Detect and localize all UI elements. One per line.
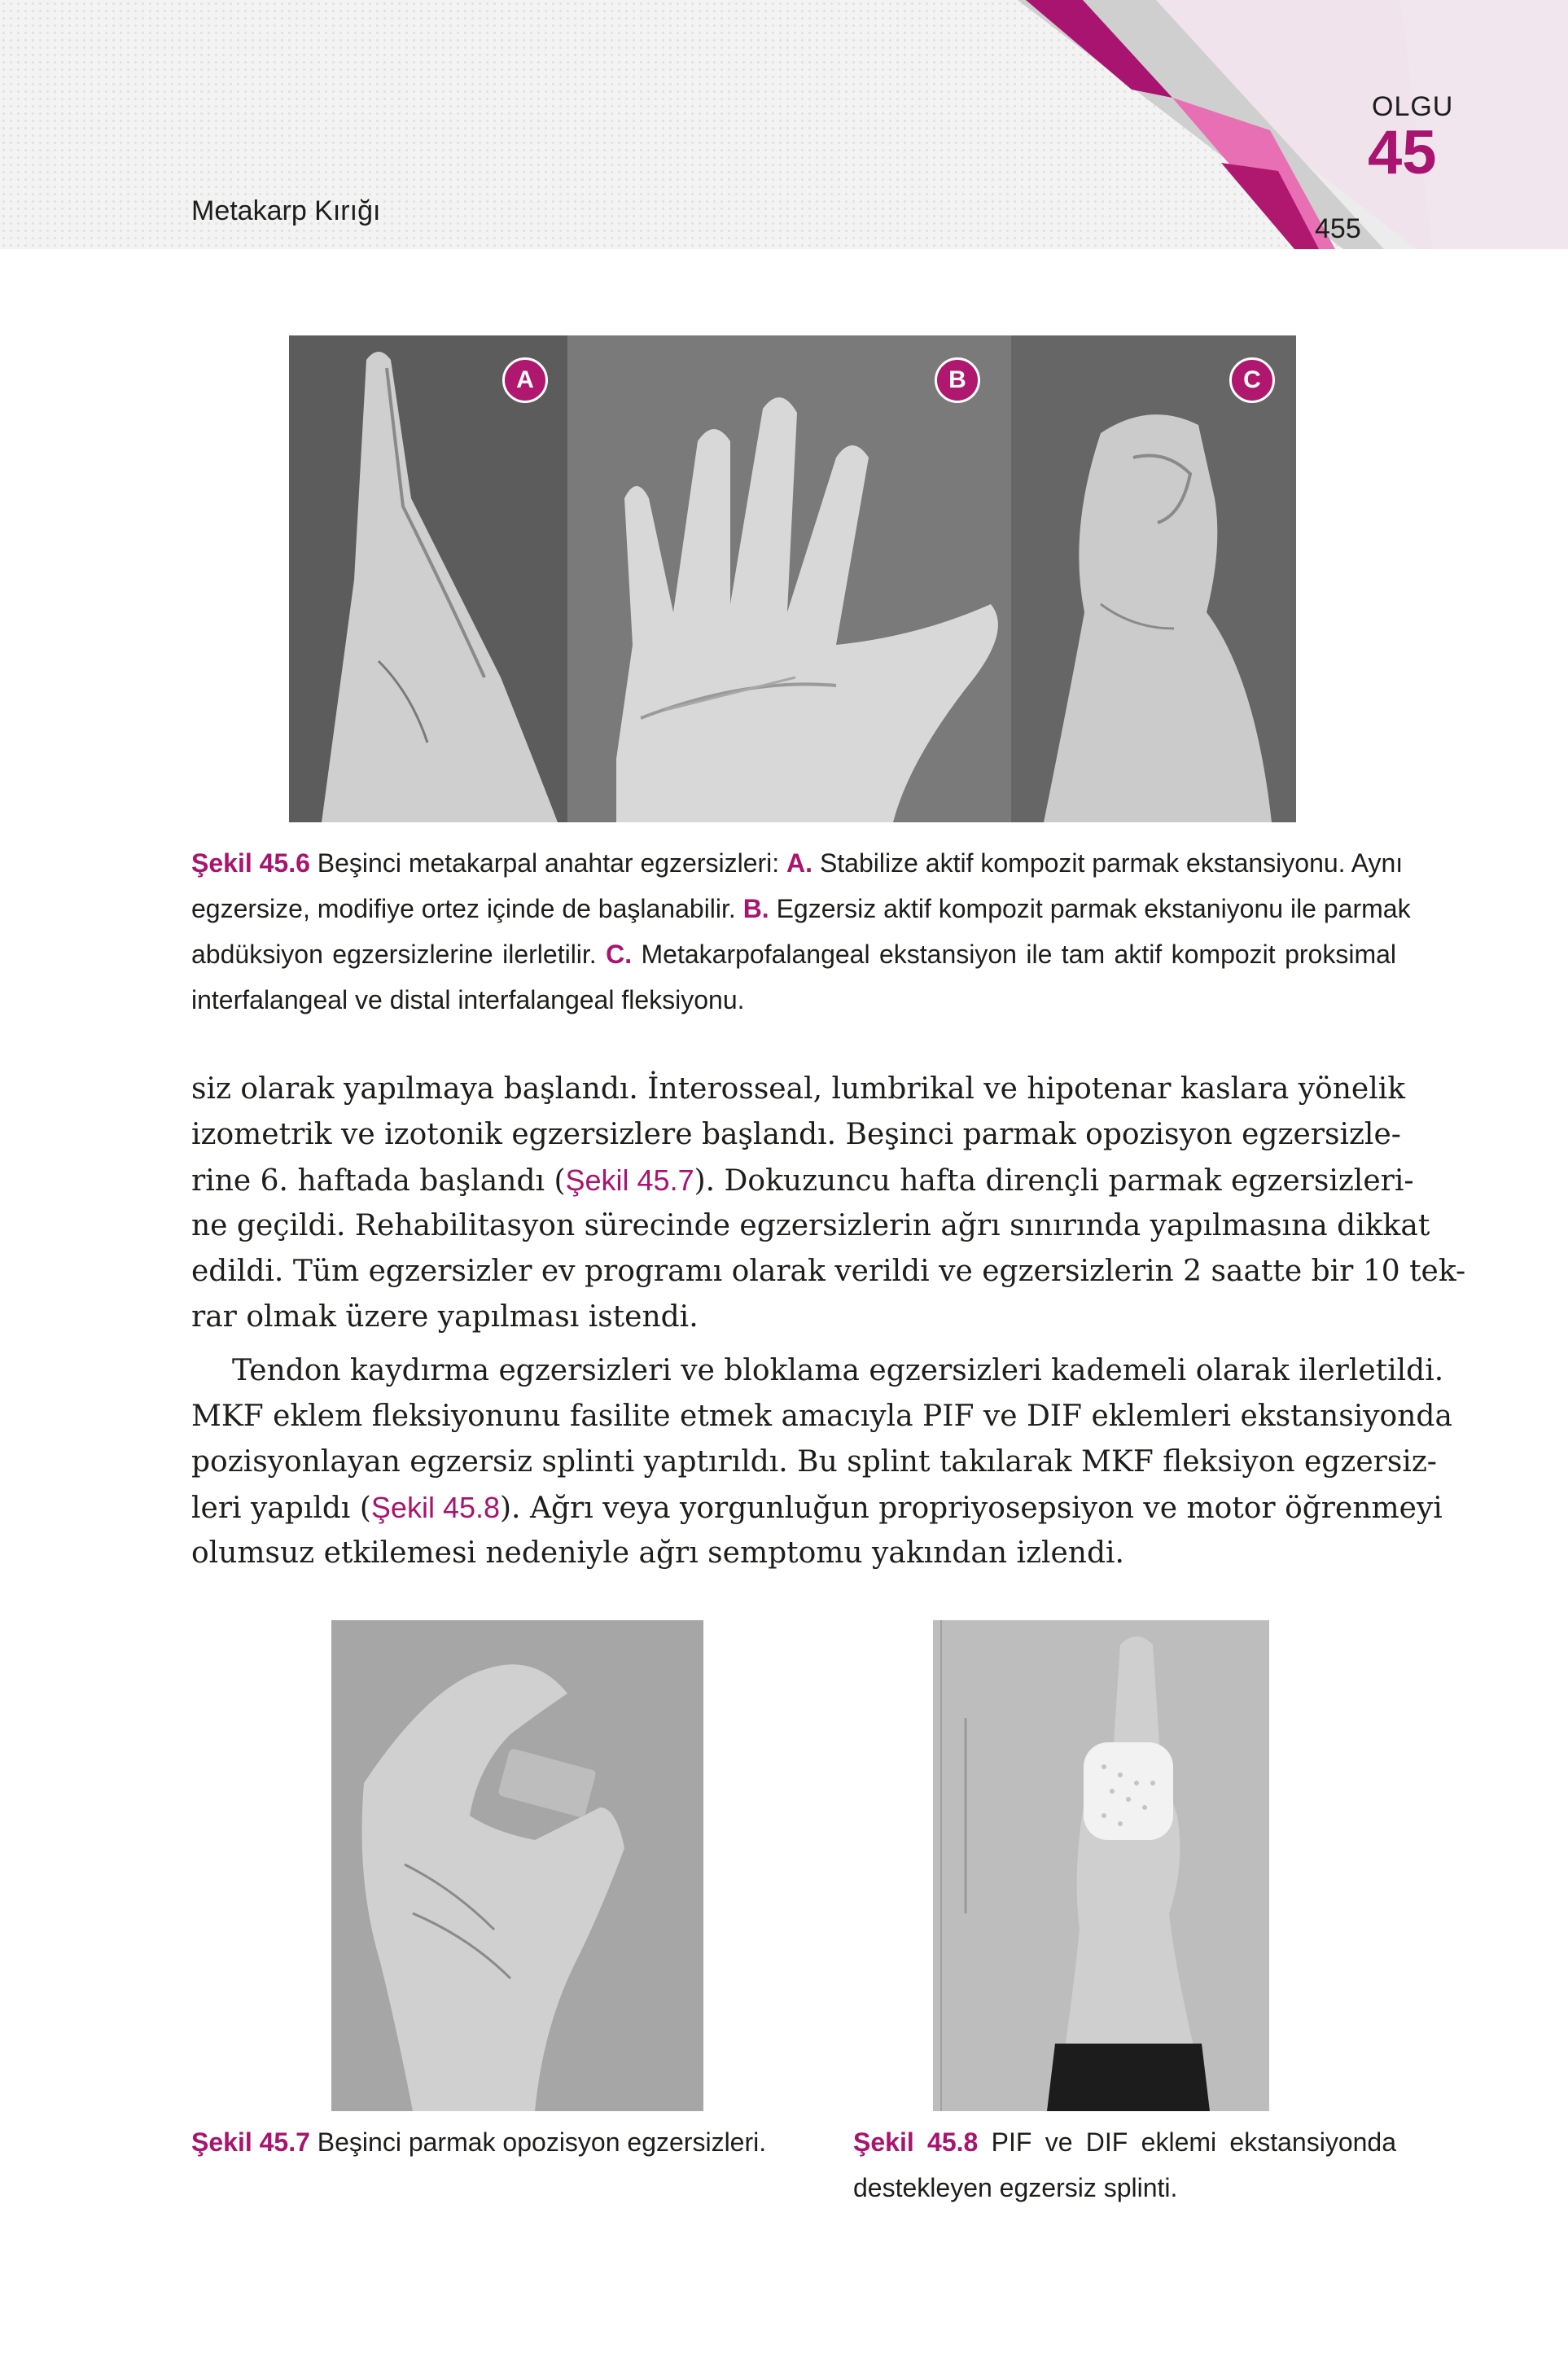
body-line bbox=[191, 1439, 1437, 1485]
text-run: interfalangeal ve distal interfalangeal fleksiyonu. bbox=[191, 985, 745, 1014]
text-run: Tendon kaydırma egzersizleri ve bloklama egzersizleri kademeli olarak ilerletildi. bbox=[232, 1354, 1444, 1387]
text-run: Metakarpofalangeal ekstansiyon ile tam aktif kompozit proksimal bbox=[632, 940, 1397, 969]
figure-45-8-photo bbox=[933, 1620, 1269, 2111]
figure-45-7-caption bbox=[191, 2119, 810, 2165]
xref: Şekil 45.8 bbox=[370, 1491, 501, 1524]
panel-ref: B. bbox=[742, 894, 769, 923]
body-line bbox=[191, 1112, 1401, 1158]
body-line bbox=[191, 1067, 1406, 1112]
text-run: ). Ağrı veya yorgunluğun propriyosepsiyon ve motor öğrenmeyi bbox=[500, 1492, 1443, 1525]
caption-line bbox=[853, 2119, 1396, 2165]
body-paragraph-1 bbox=[191, 1067, 1466, 1340]
text-run: Beşinci parmak opozisyon egzersizleri. bbox=[309, 2127, 767, 2157]
text-run: Egzersiz aktif kompozit parmak ekstaniyonu ile parmak bbox=[769, 894, 1411, 923]
caption-line bbox=[191, 977, 1396, 1023]
caption-line bbox=[191, 886, 1411, 931]
text-run: olumsuz etkilemesi nedeniyle ağrı semptomu yakından izlendi. bbox=[191, 1536, 1124, 1570]
figure-45-7-photo bbox=[331, 1620, 703, 2111]
panel-ref: C. bbox=[606, 940, 633, 969]
text-run: rine 6. haftada başlandı ( bbox=[191, 1164, 566, 1198]
text-run: ). Dokuzuncu hafta dirençli parmak egzersizleri- bbox=[694, 1164, 1414, 1198]
caption-line bbox=[853, 2165, 1396, 2210]
text-run: egzersize, modifiye ortez içinde de başlanabilir. bbox=[191, 894, 743, 923]
case-label: OLGU bbox=[1372, 91, 1454, 122]
text-run: MKF eklem fleksiyonunu fasilite etmek amacıyla PIF ve DIF eklemleri ekstansiyonda bbox=[191, 1400, 1452, 1433]
figure-45-6-photo-c bbox=[1011, 335, 1296, 822]
page-number: 455 bbox=[1315, 213, 1361, 244]
body-line bbox=[191, 1531, 1396, 1576]
running-title: Metakarp Kırığı bbox=[191, 195, 381, 226]
fig-ref: Şekil 45.8 bbox=[853, 2127, 979, 2157]
panel-label-c: C bbox=[1229, 357, 1275, 403]
panel-label-a: A bbox=[502, 357, 548, 403]
text-run: leri yapıldı ( bbox=[191, 1492, 371, 1525]
case-number: 45 bbox=[1368, 118, 1437, 187]
text-run: Beşinci metakarpal anahtar egzersizleri: bbox=[309, 848, 787, 878]
body-line bbox=[191, 1348, 1444, 1394]
text-run: PIF ve DIF eklemi ekstansiyonda bbox=[978, 2127, 1397, 2157]
text-run: Stabilize aktif kompozit parmak ekstansiyonu. Aynı bbox=[812, 848, 1404, 878]
caption-line bbox=[191, 931, 1396, 977]
text-run: izometrik ve izotonik egzersizlere başlandı. Beşinci parmak opozisyon egzersizle- bbox=[191, 1118, 1401, 1151]
text-run: ne geçildi. Rehabilitasyon sürecinde egzersizlerin ağrı sınırında yapılmasına dikkat bbox=[191, 1209, 1430, 1242]
body-line bbox=[191, 1203, 1430, 1249]
caption-line bbox=[191, 840, 1404, 886]
body-line bbox=[191, 1249, 1466, 1295]
body-line bbox=[191, 1394, 1452, 1439]
fig-ref: Şekil 45.6 bbox=[191, 848, 310, 878]
text-run: siz olarak yapılmaya başlandı. İnterosseal, lumbrikal ve hipotenar kaslara yönelik bbox=[191, 1072, 1406, 1106]
body-line bbox=[191, 1295, 1396, 1340]
figure-45-6-photo-a bbox=[289, 335, 567, 822]
text-run: destekleyen egzersiz splinti. bbox=[853, 2173, 1178, 2202]
text-run: edildi. Tüm egzersizler ev programı olarak verildi ve egzersizlerin 2 saatte bir 10 tek- bbox=[191, 1255, 1466, 1288]
body-line bbox=[191, 1158, 1414, 1203]
xref: Şekil 45.7 bbox=[565, 1163, 694, 1197]
figure-45-6-caption bbox=[191, 840, 1411, 1023]
figure-45-6-photo-b bbox=[567, 335, 1011, 822]
fig-ref: Şekil 45.7 bbox=[191, 2127, 310, 2157]
text-run: pozisyonlayan egzersiz splinti yaptırıldı. Bu splint takılarak MKF fleksiyon egzersiz- bbox=[191, 1445, 1437, 1479]
body-paragraph-2 bbox=[191, 1348, 1452, 1576]
figure-45-8-caption bbox=[853, 2119, 1396, 2210]
panel-ref: A. bbox=[786, 848, 813, 878]
body-line bbox=[191, 1485, 1443, 1531]
panel-label-b: B bbox=[935, 357, 980, 403]
text-run: rar olmak üzere yapılması istendi. bbox=[191, 1300, 699, 1334]
text-run: abdüksiyon egzersizlerine ilerletilir. bbox=[191, 940, 607, 969]
caption-line bbox=[191, 2119, 810, 2165]
